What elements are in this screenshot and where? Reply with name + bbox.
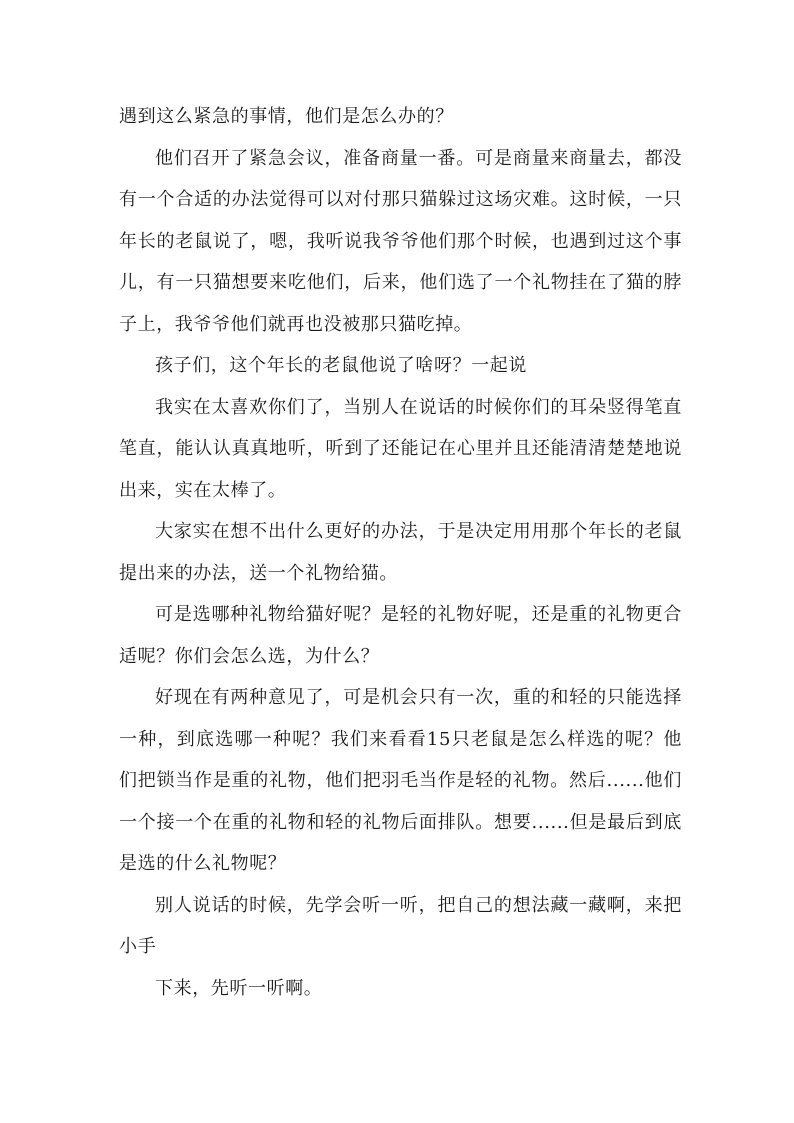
paragraph-4: 我实在太喜欢你们了，当别人在说话的时候你们的耳朵竖得笔直笔直，能认认真真地听，听到了还能记在心里并且还能清清楚楚地说出来，实在太棒了。 <box>119 396 682 501</box>
paragraph-3: 孩子们，这个年长的老鼠他说了啥呀？一起说 <box>155 355 527 376</box>
paragraph-6: 可是选哪种礼物给猫好呢？是轻的礼物好呢，还是重的礼物更合适呢？你们会怎么选，为什么？ <box>119 604 682 667</box>
paragraph-2: 他们召开了紧急会议，准备商量一番。可是商量来商量去，都没有一个合适的办法觉得可以对付那只猫躲过这场灾难。这时候，一只年长的老鼠说了，嗯，我听说我爷爷他们那个时候，也遇到过这个事儿，有一只猫想要来吃他们，后来，他们选了一个礼物挂在了猫的脖子上，我爷爷他们就再也没被那只猫吃掉。 <box>119 147 682 335</box>
paragraph-8: 别人说话的时候，先学会听一听，把自己的想法藏一藏啊，来把小手 <box>119 894 682 957</box>
paragraph-7: 好现在有两种意见了，可是机会只有一次，重的和轻的只能选择一种，到底选哪一种呢？我们来看看15只老鼠是怎么样选的呢？他们把锁当作是重的礼物，他们把羽毛当作是轻的礼物。然后......他们一个接一个在重的礼物和轻的礼物后面排队。想要......但是最后到底是选的什么礼物呢？ <box>119 687 682 874</box>
document-body <box>119 96 682 1009</box>
paragraph-1: 遇到这么紧急的事情，他们是怎么办的？ <box>119 106 454 127</box>
paragraph-5: 大家实在想不出什么更好的办法，于是决定用用那个年长的老鼠提出来的办法，送一个礼物给猫。 <box>119 521 682 584</box>
paragraph-9: 下来，先听一听啊。 <box>155 977 323 999</box>
